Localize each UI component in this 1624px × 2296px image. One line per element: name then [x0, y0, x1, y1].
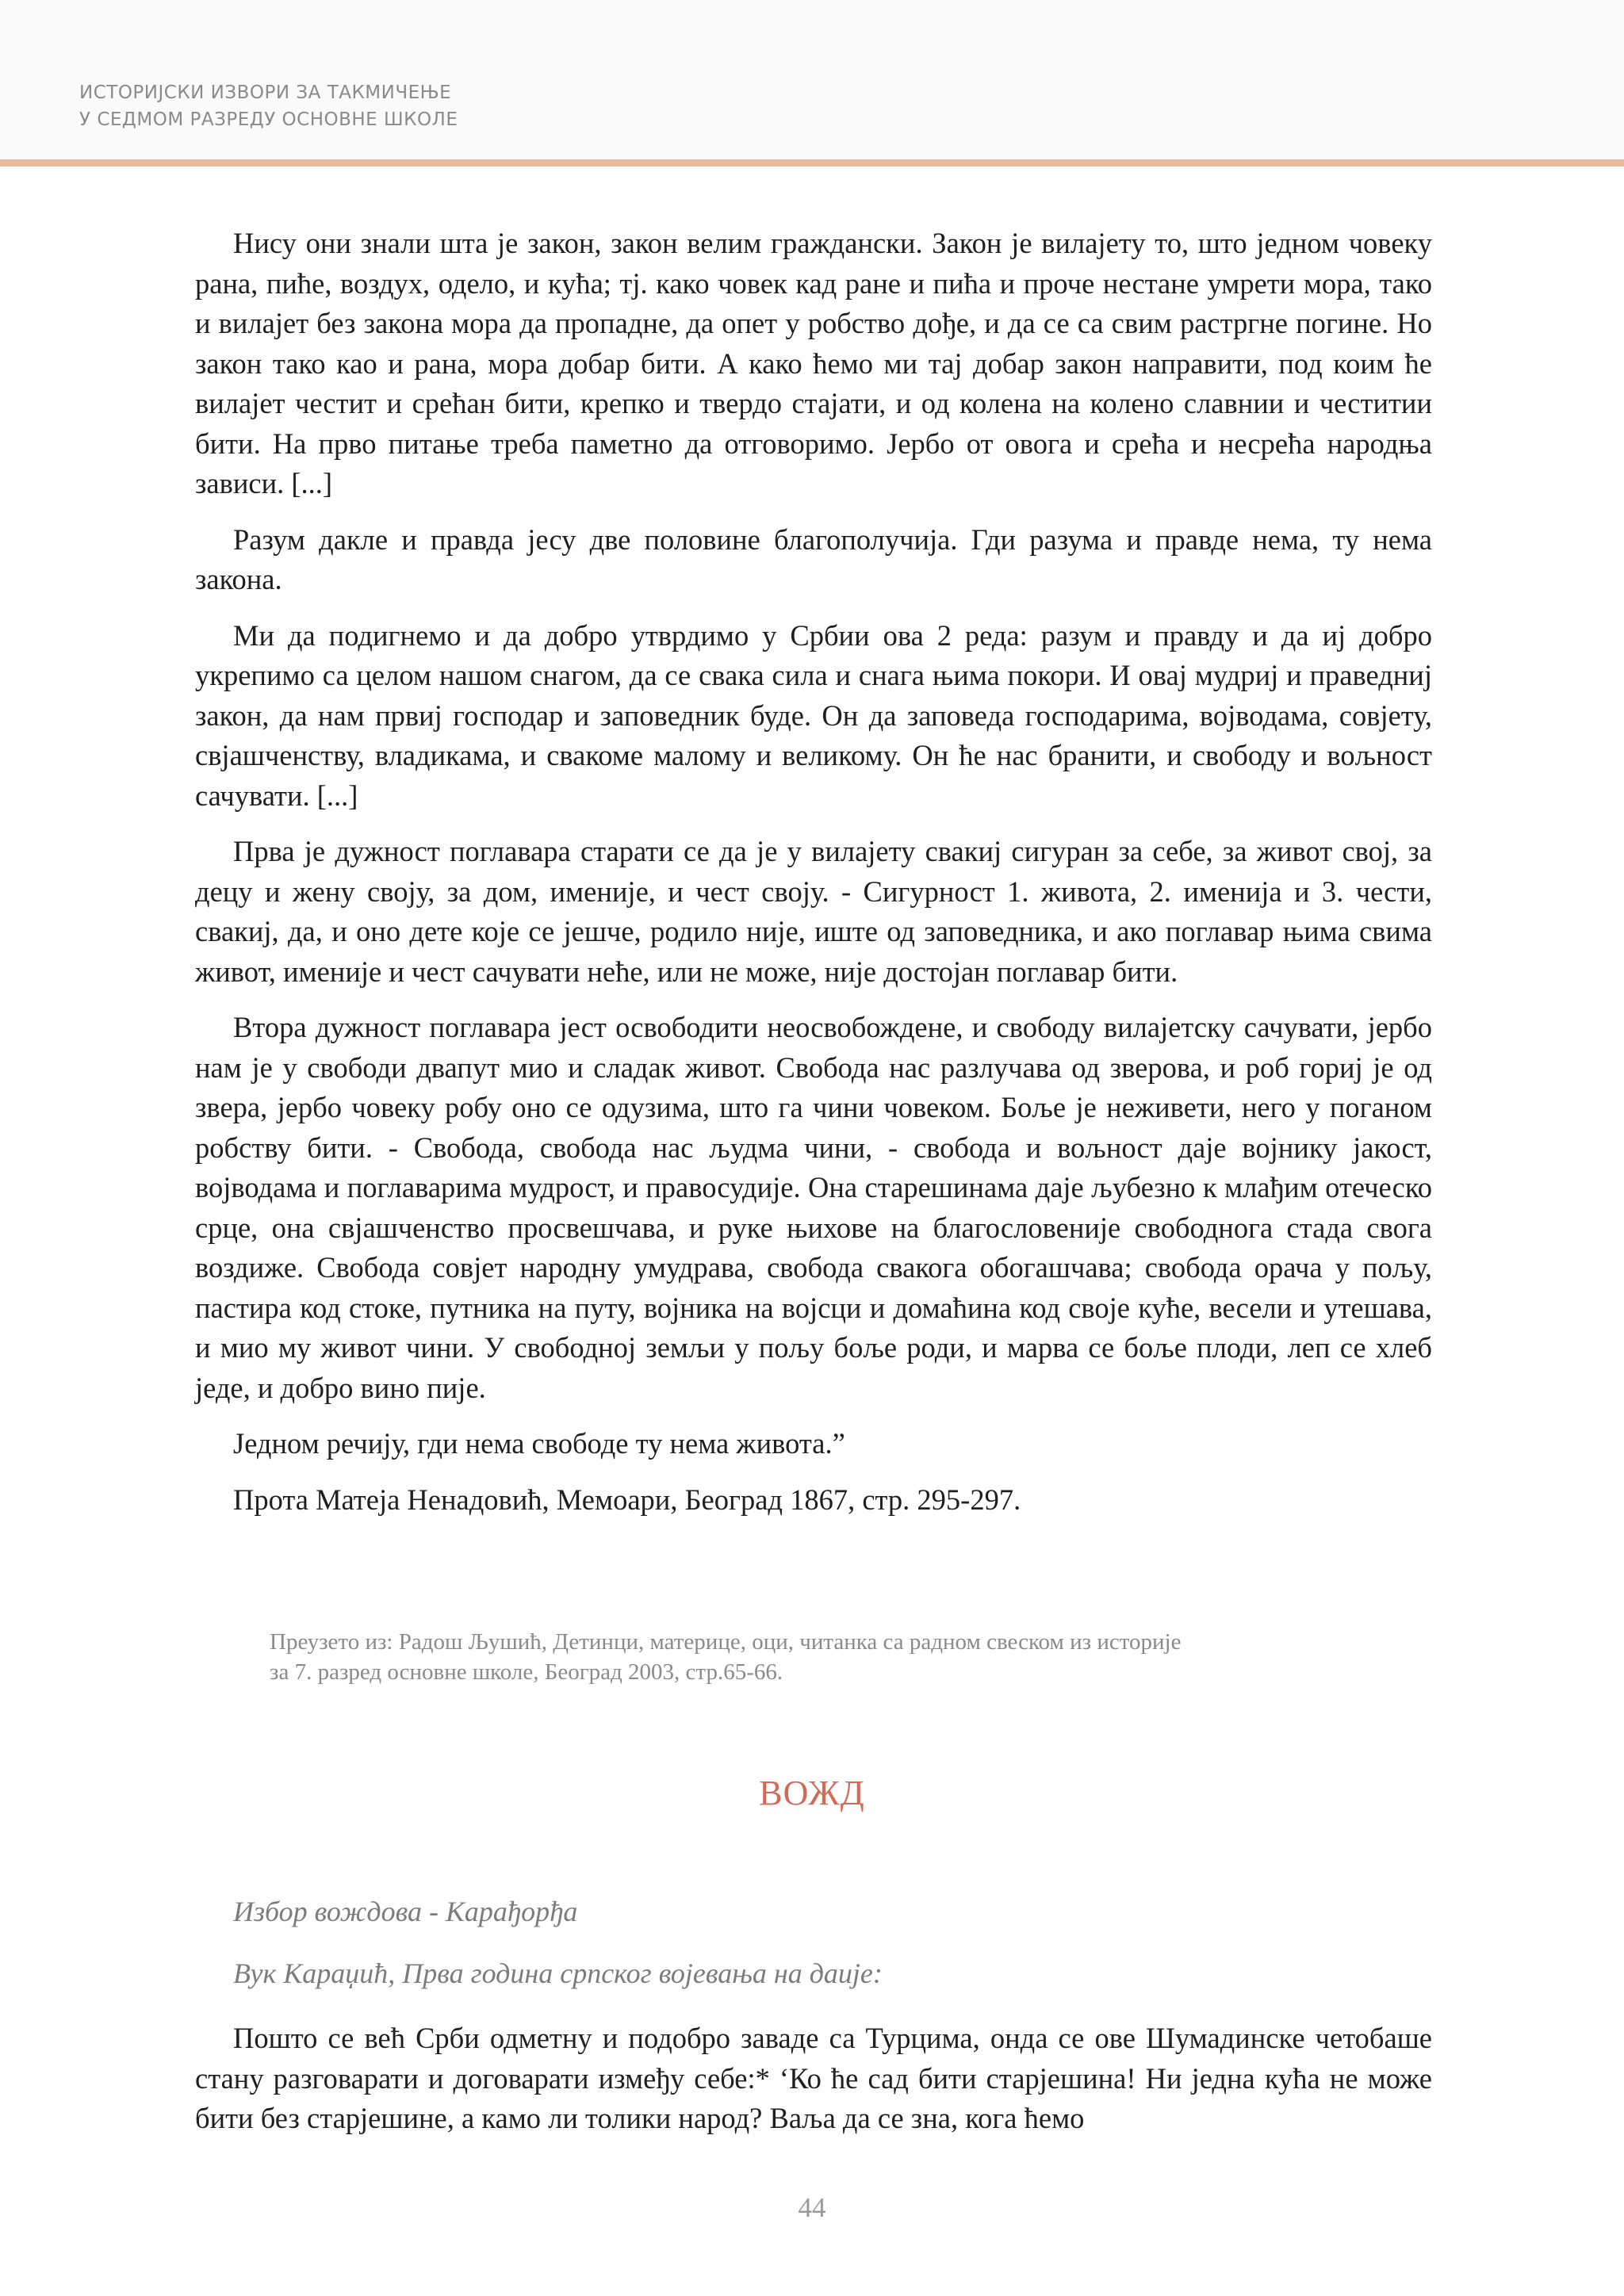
paragraph: Нису они знали шта је закон, закон велим граждански. Закон је вилајету то, што једном човеку рана, пиће, воздух, одело, и кућа; тј. како човек кад ране и пића и проче нестане умрети мора, тако и вилајет без закона мора да пропадне, да опет у робство дође, и да се са свим растргне погине. Но закон тако као и рана, мора добар бити. А како ћемо ми тај добар закон направити, под коим ће вилајет честит и срећан бити, крепко и твердо стајати, и од колена на колено славнии и честитии бити. На прво питање треба паметно да отговоримо. Јербо от овога и срећа и несрећа народња зависи. [...]: [195, 227, 1432, 499]
paragraph: Втора дужност поглавара јест освободити неосвобождене, и свободу вилајетску сачувати, јербо нам је у свободи двапут мио и сладак живот. Свобода нас разлучава од зверова, и роб гориј је од звера, јербо човеку робу оно се одузима, што га чини човеком. Боље је неживети, него у поганом робству бити. - Свобода, свобода нас људма чини, - свобода и вољност даје војнику јакост, војводама и поглаварима мудрост, и правосудије. Она старешинама даје љубезно к млађим отеческо срце, она свјашченство просвешчава, и руке њихове на благословеније свободнога стада свога воздиже. Свобода совјет народну умудрава, свобода свакога обогашчава; свобода орача у пољу, пастира код стоке, путника на путу, војника на војсци и домаћина код своје куће, весели и утешава, и мио му живот чини. У свободној земљи у пољу боље роди, и марва се боље плоди, леп се хлеб једе, и добро вино пије.: [195, 1011, 1432, 1404]
page-header: [0, 0, 1624, 166]
header-divider: [0, 159, 1624, 166]
paragraph: Разум дакле и правда јесу две половине благополучија. Гди разума и правде нема, ту нема закона.: [195, 522, 1432, 595]
source-note: [270, 1627, 1411, 1687]
section-text: [195, 2019, 1432, 2155]
paragraph: Прва је дужност поглавара старати се да је у вилајету свакиј сигуран за себе, за живот свој, за децу и жену своју, за дом, именије, и чест своју. - Сигурност 1. живота, 2. именија и 3. чести, свакиј, да, и оно дете које се јешче, родило није, иште од заповедника, и ако поглавар њима свима живот, именије и чест сачувати неће, или не може, није достојан поглавар бити.: [195, 835, 1432, 988]
source-intro: Вук Караџић, Прва година српског војевања на даије:: [233, 1957, 883, 1989]
quoted-text: [195, 224, 1432, 1536]
source-note-line-1: Преузето из: Радош Љушић, Детинци, материце, оци, читанка са радном свеском из историје: [270, 1629, 1182, 1655]
section-heading: ВОЖД: [759, 1774, 865, 1812]
section-subtitle: Избор вождова - Карађорђа: [233, 1896, 578, 1927]
page-number: 44: [798, 2192, 826, 2223]
source-note-line-2: за 7. разред основне школе, Београд 2003, стр.65-66.: [270, 1659, 783, 1685]
paragraph: Једном речију, гди нема свободе ту нема живота.”: [233, 1427, 845, 1460]
running-header: [79, 79, 458, 133]
running-header-line-2: У СЕДМОМ РАЗРЕДУ ОСНОВНЕ ШКОЛЕ: [79, 109, 458, 130]
running-header-line-1: ИСТОРИЈСКИ ИЗВОРИ ЗА ТАКМИЧЕЊЕ: [79, 82, 452, 103]
paragraph: Пошто се већ Срби одметну и подобро заваде са Турцима, онда се ове Шумадинске четобаше стану разговарати и договарати између себе:* ‘Ко ће сад бити старјешина! Ни једна кућа не може бити без старјешине, а камо ли толики народ? Ваља да се зна, кога ћемо: [195, 2022, 1432, 2134]
citation: Прота Матеја Ненадовић, Мемоари, Београд 1867, стр. 295-297.: [233, 1483, 1021, 1516]
paragraph: Ми да подигнемо и да добро утврдимо у Србии ова 2 реда: разум и правду и да иј добро укрепимо са целом нашом снагом, да се свака сила и снага њима покори. И овај мудриј и праведниј закон, да нам првиј господар и заповедник буде. Он да заповеда господарима, војводама, совјету, свјашченству, владикама, и свакоме малому и великому. Он ће нас бранити, и свободу и вољност сачувати. [...]: [195, 618, 1432, 812]
